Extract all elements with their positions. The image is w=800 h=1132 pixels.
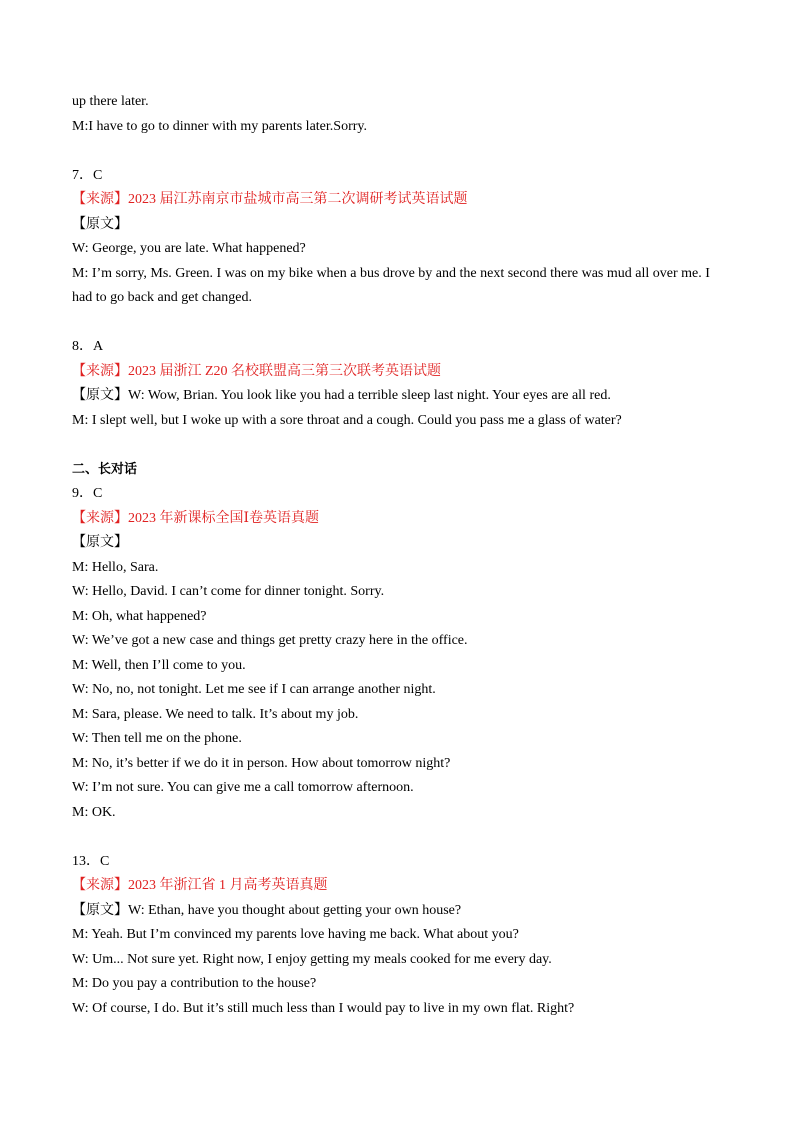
- dialogue-line: W: We’ve got a new case and things get pretty crazy here in the office.: [72, 633, 468, 648]
- dialogue-line: M: Hello, Sara.: [72, 559, 159, 575]
- dialogue-line: W: Then tell me on the phone.: [72, 731, 242, 746]
- dialogue-line: W: Um... Not sure yet. Right now, I enjoy getting my meals cooked for me every day.: [72, 951, 552, 967]
- dialogue-line: M: OK.: [72, 804, 116, 820]
- dialogue-line: M: I slept well, but I woke up with a sore throat and a cough. Could you pass me a glass of water?: [72, 412, 622, 428]
- dialogue-line: W: Of course, I do. But it’s still much less than I would pay to live in my own flat. Right?: [72, 1000, 575, 1016]
- dialogue-line: M: I’m sorry, Ms. Green. I was on my bike when a bus drove by and the next second there was mud all over me. I had to go back and get changed.: [72, 265, 710, 305]
- dialogue-line: W: I’m not sure. You can give me a call tomorrow afternoon.: [72, 780, 414, 795]
- dialogue-line: M: Do you pay a contribution to the house?: [72, 976, 317, 991]
- original-label: 【原文】: [72, 535, 128, 550]
- dialogue-line: M: No, it’s better if we do it in person. How about tomorrow night?: [72, 755, 451, 771]
- dialogue-line: W: No, no, not tonight. Let me see if I can arrange another night.: [72, 682, 436, 697]
- text-line: up there later.: [72, 94, 149, 109]
- question-number: 13．C: [72, 853, 110, 869]
- dialogue-line: M: Oh, what happened?: [72, 608, 207, 624]
- dialogue-line: M: Yeah. But I’m convinced my parents love having me back. What about you?: [72, 927, 519, 942]
- dialogue-line: W: George, you are late. What happened?: [72, 241, 306, 256]
- dialogue-line: W: Hello, David. I can’t come for dinner tonight. Sorry.: [72, 584, 385, 599]
- question-number: 9．C: [72, 486, 103, 501]
- spacer: [72, 825, 732, 850]
- source-line: 【来源】2023 届江苏南京市盐城市高三第二次调研考试英语试题: [72, 192, 468, 207]
- document-page: [72, 90, 732, 1021]
- question-number: 8．A: [72, 339, 104, 354]
- spacer: [72, 433, 732, 458]
- dialogue-line: 【原文】W: Wow, Brian. You look like you had a terrible sleep last night. Your eyes are all red.: [72, 388, 611, 403]
- spacer: [72, 139, 732, 164]
- source-line: 【来源】2023 年新课标全国Ⅰ卷英语真题: [72, 510, 320, 526]
- source-line: 【来源】2023 年浙江省 1 月高考英语真题: [72, 878, 328, 893]
- source-line: 【来源】2023 届浙江 Z20 名校联盟高三第三次联考英语试题: [72, 363, 442, 379]
- text-line: M:I have to go to dinner with my parents later.Sorry.: [72, 118, 367, 134]
- dialogue-line: M: Well, then I’ll come to you.: [72, 657, 246, 673]
- dialogue-line: 【原文】W: Ethan, have you thought about getting your own house?: [72, 902, 462, 918]
- spacer: [72, 311, 732, 336]
- dialogue-line: M: Sara, please. We need to talk. It’s about my job.: [72, 706, 359, 722]
- section-heading: 二、长对话: [72, 461, 138, 477]
- question-number: 7．C: [72, 167, 103, 183]
- original-label: 【原文】: [72, 216, 128, 232]
